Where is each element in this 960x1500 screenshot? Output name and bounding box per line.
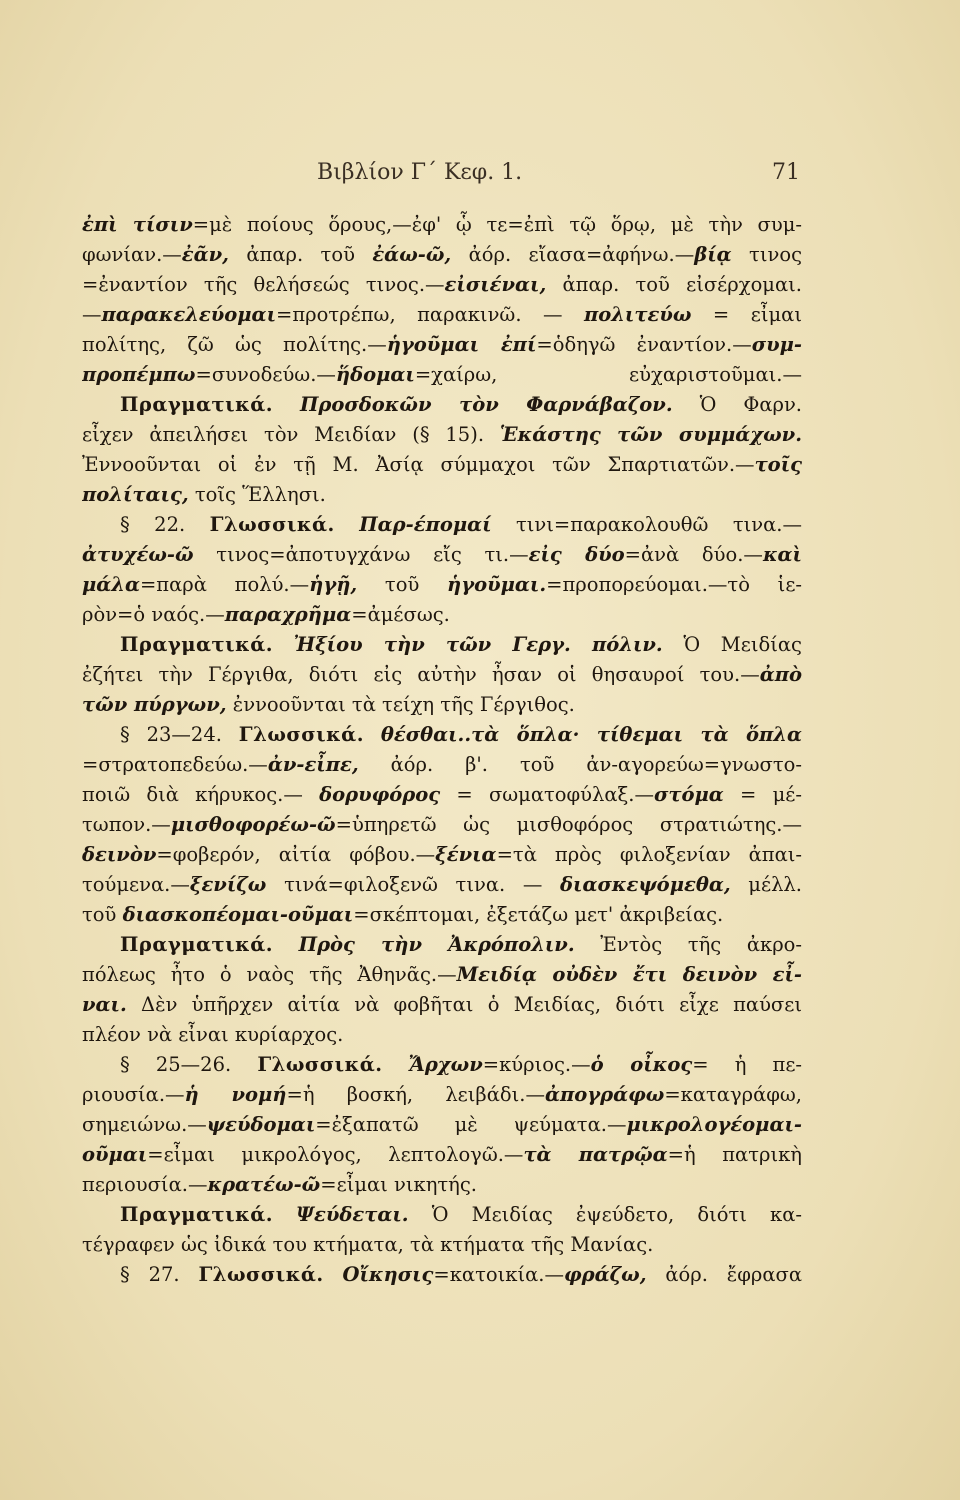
text-run: τοῦ	[357, 573, 448, 596]
text-line	[82, 1230, 802, 1260]
text-run	[324, 1263, 343, 1286]
page-number: 71	[772, 160, 800, 185]
text-run	[335, 513, 359, 536]
text-run: ἀόρ. εἴασα=ἀφήνω.—	[451, 243, 695, 266]
text-run: Ἐντὸς τῆς ἀκρο-	[574, 933, 802, 956]
text-line	[82, 900, 802, 930]
glossed-term: Πρὸς τὴν Ἀκρόπολιν.	[298, 933, 575, 956]
text-run: πολίτης, ζῶ ὡς πολίτης.—	[82, 333, 387, 356]
text-run: πλέον νὰ εἶναι κυρίαρχος.	[82, 1023, 344, 1046]
text-run: =καταγράφω,	[664, 1083, 802, 1106]
glossed-term: βίᾳ	[694, 243, 732, 266]
text-run: =κατοικία.—	[433, 1263, 564, 1286]
text-run: τινος=ἀποτυγχάνω εἴς τι.—	[193, 543, 529, 566]
section-heading: Γλωσσικά.	[209, 513, 335, 536]
text-run: =ὑπηρετῶ ὡς μισθοφόρος στρατιώτης.—	[335, 813, 802, 836]
text-line	[82, 870, 802, 900]
glossed-term: Ἠξίου τὴν τῶν Γεργ. πόλιν.	[293, 633, 663, 656]
text-run	[383, 1053, 409, 1076]
glossed-term: ἐπὶ τίσιν	[82, 213, 193, 236]
header-title: Βιβλίον Γ΄ Κεφ. 1.	[317, 160, 523, 185]
text-run: τινος	[731, 243, 802, 266]
text-line	[82, 960, 802, 990]
text-line	[82, 360, 802, 390]
glossed-term: ψεύδομαι	[206, 1113, 316, 1136]
section-heading: Πραγματικά.	[120, 393, 274, 416]
text-run: =φοβερόν, αἰτία φόβου.—	[156, 843, 436, 866]
text-run: ρὸν=ὁ ναός.—	[82, 603, 225, 626]
text-line	[82, 780, 802, 810]
glossed-term: καὶ	[762, 543, 802, 566]
text-run	[273, 633, 294, 656]
text-line	[82, 1260, 802, 1290]
section-heading: Γλωσσικά.	[257, 1053, 383, 1076]
text-run: ἀόρ. β'. τοῦ ἀν-αγορεύω=γνωστο-	[358, 753, 802, 776]
text-run	[273, 933, 299, 956]
text-run: τοῖς Ἕλλησι.	[188, 483, 326, 506]
text-line	[82, 840, 802, 870]
glossed-term: τὰ πατρῷα	[523, 1143, 668, 1166]
glossed-term: ναι.	[82, 993, 127, 1016]
text-run: § 23—24.	[120, 723, 239, 746]
text-run: τοῦ	[82, 903, 123, 926]
glossed-term: εἰς δύο	[528, 543, 625, 566]
glossed-term: θέσθαι..τὰ ὅπλα· τίθεμαι τὰ ὅπλα	[380, 723, 802, 746]
glossed-term: πολίταις,	[82, 483, 189, 506]
glossed-term: συμ-	[751, 333, 802, 356]
text-run: ἀπαρ. τοῦ	[228, 243, 373, 266]
text-line	[82, 240, 802, 270]
glossed-term: ἐάω-ῶ,	[372, 243, 452, 266]
text-line	[82, 1020, 802, 1050]
text-run: σημειώνω.—	[82, 1113, 207, 1136]
text-run: ἀπαρ. τοῦ εἰσέρχομαι.	[546, 273, 802, 296]
glossed-term: ἀτυχέω-ῶ	[82, 543, 194, 566]
running-header	[82, 160, 800, 190]
glossed-term: ἡ νομή	[184, 1083, 287, 1106]
text-run: =σκέπτομαι, ἐξετάζω μετ' ἀκριβείας.	[353, 903, 724, 926]
text-line	[82, 480, 802, 510]
glossed-term: ὁ οἶκος	[590, 1053, 693, 1076]
glossed-term: παραχρῆμα	[224, 603, 352, 626]
text-line	[82, 990, 802, 1020]
text-run: —	[82, 303, 102, 326]
glossed-term: παρακελεύομαι	[101, 303, 277, 326]
glossed-term: φράζω,	[563, 1263, 647, 1286]
glossed-term: ἡγῇ,	[309, 573, 358, 596]
glossed-term: ἥδομαι	[335, 363, 415, 386]
text-run: =ἐξαπατῶ μὲ ψεύματα.—	[315, 1113, 627, 1136]
text-run: =μὲ ποίους ὅρους,—ἐφ' ᾧ τε=ἐπὶ τῷ ὅρῳ, μὲ τὴν συμ-	[192, 213, 802, 236]
text-line	[82, 690, 802, 720]
text-line	[82, 1140, 802, 1170]
glossed-term: ξένια	[435, 843, 497, 866]
text-run: ἐζήτει τὴν Γέργιθα, διότι εἰς αὐτὴν ἦσαν οἱ θησαυροί του.—	[82, 663, 760, 686]
text-line	[82, 1110, 802, 1140]
text-line	[82, 1080, 802, 1110]
text-run: =ἐναντίον τῆς θελήσεώς τινος.—	[82, 273, 445, 296]
text-run: =ἀμέσως.	[351, 603, 450, 626]
text-run: φωνίαν.—	[82, 243, 182, 266]
text-run: § 25—26.	[120, 1053, 258, 1076]
text-run: Ὁ Μειδίας ἐψεύδετο, διότι κα-	[408, 1203, 802, 1226]
glossed-term: Ψεύδεται.	[296, 1203, 409, 1226]
glossed-term: τῶν πύργων,	[82, 693, 227, 716]
glossed-term: οῦμαι	[82, 1143, 148, 1166]
text-line	[82, 1050, 802, 1080]
text-run: = ἡ πε-	[692, 1053, 802, 1076]
text-run	[364, 723, 381, 746]
glossed-term: ἀπογράφω	[544, 1083, 665, 1106]
glossed-term: ἡγοῦμαι.	[447, 573, 547, 596]
glossed-term: ἡγοῦμαι ἐπί	[386, 333, 537, 356]
text-line	[82, 660, 802, 690]
text-run: = σωματοφύλαξ.—	[440, 783, 654, 806]
text-run: =κύριος.—	[482, 1053, 591, 1076]
glossed-term: ἀπὸ	[759, 663, 802, 686]
text-run: πόλεως ἦτο ὁ ναὸς τῆς Ἀθηνᾶς.—	[82, 963, 457, 986]
section-heading: Γλωσσικά.	[238, 723, 364, 746]
glossed-term: Οἴκησις	[342, 1263, 434, 1286]
text-line	[82, 540, 802, 570]
text-run: § 22.	[120, 513, 210, 536]
glossed-term: ἐᾶν,	[181, 243, 229, 266]
text-run: μέλλ.	[730, 873, 802, 896]
section-heading: Πραγματικά.	[120, 1203, 274, 1226]
glossed-term: Ἄρχων	[408, 1053, 483, 1076]
text-run: τωπον.—	[82, 813, 171, 836]
text-run: =τὰ πρὸς φιλοξενίαν ἀπαι-	[496, 843, 802, 866]
text-line	[82, 600, 802, 630]
text-run: Ἐννοοῦνται οἱ ἐν τῇ Μ. Ἀσίᾳ σύμμαχοι τῶν Σπαρτιατῶν.—	[82, 453, 755, 476]
text-run: Ὁ Μειδίας	[662, 633, 802, 656]
text-run: =ὁδηγῶ ἐναντίον.—	[536, 333, 752, 356]
text-run: =εἶμαι μικρολόγος, λεπτολογῶ.—	[147, 1143, 524, 1166]
text-run: =ἡ πατρικὴ	[667, 1143, 802, 1166]
text-line	[82, 210, 802, 240]
text-run: =ἡ βοσκή, λειβάδι.—	[286, 1083, 545, 1106]
glossed-term: δεινὸν	[82, 843, 157, 866]
text-line	[82, 450, 802, 480]
commentary-body	[82, 210, 802, 1290]
text-line	[82, 510, 802, 540]
glossed-term: στόμα	[654, 783, 724, 806]
text-run: εἶχεν ἀπειλήσει τὸν Μειδίαν (§ 15).	[82, 423, 500, 446]
text-run: Δὲν ὑπῆρχεν αἰτία νὰ φοβῆται ὁ Μειδίας, διότι εἶχε παύσει	[126, 993, 802, 1016]
glossed-term: Παρ-έπομαί	[359, 513, 492, 536]
text-run	[273, 393, 300, 416]
glossed-term: τοῖς	[754, 453, 802, 476]
text-run: =συνοδεύω.—	[195, 363, 336, 386]
glossed-term: εἰσιέναι,	[444, 273, 547, 296]
section-heading: Γλωσσικά.	[198, 1263, 324, 1286]
text-line	[82, 390, 802, 420]
text-line	[82, 930, 802, 960]
text-line	[82, 270, 802, 300]
text-run: ποιῶ διὰ κήρυκος.—	[82, 783, 320, 806]
text-line	[82, 810, 802, 840]
text-run	[273, 1203, 296, 1226]
text-run: τινά=φιλοξενῶ τινα. —	[266, 873, 561, 896]
text-run: =προτρέπω, παρακινῶ. —	[276, 303, 584, 326]
text-run: =προπορεύομαι.—τὸ ἱε-	[546, 573, 802, 596]
text-run: =χαίρω, εὐχαριστοῦμαι.—	[414, 363, 802, 386]
text-run: περιουσία.—	[82, 1173, 208, 1196]
text-run: ἐννοοῦνται τὰ τείχη τῆς Γέργιθος.	[226, 693, 575, 716]
section-heading: Πραγματικά.	[120, 633, 274, 656]
text-run: =ἀνὰ δύο.—	[624, 543, 763, 566]
text-run: = μέ-	[723, 783, 802, 806]
glossed-term: ἀν-εἶπε,	[267, 753, 359, 776]
text-line	[82, 1200, 802, 1230]
glossed-term: μάλα	[82, 573, 140, 596]
glossed-term: δορυφόρος	[319, 783, 441, 806]
text-line	[82, 330, 802, 360]
section-heading: Πραγματικά.	[120, 933, 274, 956]
glossed-term: Προσδοκῶν τὸν Φαρνάβαζον.	[300, 393, 673, 416]
glossed-term: προπέμπω	[82, 363, 196, 386]
text-line	[82, 300, 802, 330]
text-run: Ὁ Φαρν.	[672, 393, 802, 416]
text-run: =παρὰ πολύ.—	[139, 573, 310, 596]
text-run: τούμενα.—	[82, 873, 190, 896]
glossed-term: πολιτεύω	[583, 303, 692, 326]
text-run: ριουσία.—	[82, 1083, 185, 1106]
text-run: =στρατοπεδεύω.—	[82, 753, 268, 776]
text-line	[82, 720, 802, 750]
glossed-term: μικρολογέομαι-	[626, 1113, 802, 1136]
glossed-term: διασκοπέομαι-οῦμαι	[122, 903, 354, 926]
text-line	[82, 420, 802, 450]
text-line	[82, 570, 802, 600]
text-run: = εἶμαι	[691, 303, 802, 326]
text-line	[82, 750, 802, 780]
text-run: =εἶμαι νικητής.	[320, 1173, 477, 1196]
glossed-term: διασκεψόμεθα,	[560, 873, 731, 896]
text-line	[82, 1170, 802, 1200]
text-line	[82, 630, 802, 660]
text-run: ἀόρ. ἔφρασα	[646, 1263, 802, 1286]
glossed-term: ξενίζω	[189, 873, 267, 896]
glossed-term: Ἑκάστης τῶν συμμάχων.	[499, 423, 802, 446]
glossed-term: Μειδίᾳ οὐδὲν ἔτι δεινὸν εἶ-	[456, 963, 802, 986]
glossed-term: κρατέω-ῶ	[207, 1173, 321, 1196]
text-run: τέγραφεν ὡς ἰδικά του κτήματα, τὰ κτήματα τῆς Μανίας.	[82, 1233, 654, 1256]
glossed-term: μισθοφορέω-ῶ	[170, 813, 336, 836]
text-run: τινι=παρακολουθῶ τινα.—	[491, 513, 802, 536]
text-run: § 27.	[120, 1263, 199, 1286]
